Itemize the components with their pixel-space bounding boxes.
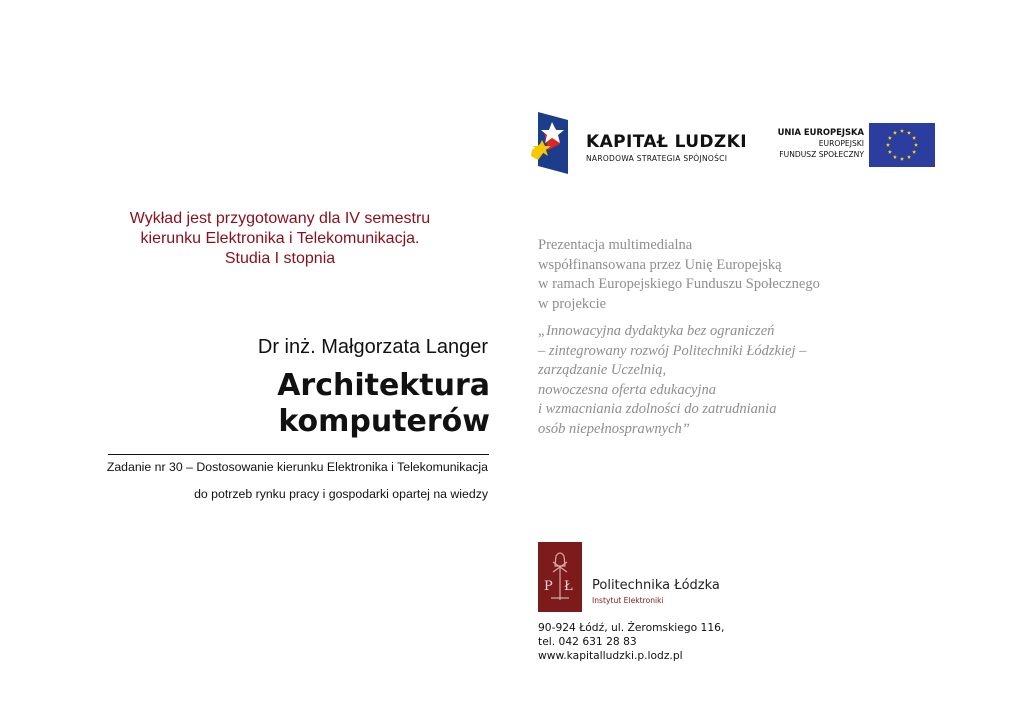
quote-line: osób niepełnosprawnych”	[538, 420, 690, 437]
quote-line: zarządzanie Uczelnią,	[538, 362, 667, 378]
kapital-ludzki-title: KAPITAŁ LUDZKI	[586, 132, 747, 152]
eu-line-3: FUNDUSZ SPOŁECZNY	[779, 150, 864, 159]
politechnika-emblem-icon	[538, 542, 582, 612]
contact-address: 90-924 Łódź, ul. Żeromskiego 116,	[538, 621, 725, 634]
funding-description	[538, 236, 868, 314]
project-name-quote	[538, 322, 868, 439]
eu-logo-text	[760, 127, 864, 160]
author-name: Dr inż. Małgorzata Langer	[257, 336, 488, 358]
eu-line-2: EUROPEJSKI	[818, 139, 864, 148]
institute-name: Instytut Elektroniki	[592, 596, 664, 605]
course-title-line-1: Architektura	[277, 368, 490, 403]
svg-text:Ł: Ł	[564, 579, 573, 594]
divider	[108, 454, 489, 455]
intro-line: Wykład jest przygotowany dla IV semestru	[129, 210, 431, 227]
eu-flag-icon	[869, 123, 935, 167]
quote-line: „Innowacyjna dydaktyka bez ograniczeń	[538, 323, 775, 339]
kapital-ludzki-logo	[530, 110, 747, 178]
politechnika-logo	[538, 542, 582, 612]
contact-website[interactable]: www.kapitalludzki.p.lodz.pl	[538, 649, 683, 662]
quote-line: – zintegrowany rozwój Politechniki Łódzkiej –	[538, 342, 807, 359]
contact-phone: tel. 042 631 28 83	[538, 635, 637, 648]
quote-line: i wzmacniania zdolności do zatrudniania	[538, 401, 777, 417]
task-line-2: do potrzeb rynku pracy i gospodarki opartej na wiedzy	[194, 487, 488, 501]
description-line: współfinansowana przez Unię Europejską	[538, 256, 782, 273]
description-line: w ramach Europejskiego Funduszu Społecznego	[538, 276, 820, 292]
kapital-ludzki-subtitle: NARODOWA STRATEGIA SPÓJNOŚCI	[586, 154, 728, 163]
kapital-ludzki-emblem-icon	[530, 110, 572, 176]
course-title	[150, 368, 490, 440]
svg-text:P: P	[544, 579, 553, 594]
description-line: w projekcie	[538, 295, 607, 312]
intro-line: kierunku Elektronika i Telekomunikacja.	[140, 230, 420, 247]
course-title-line-2: komputerów	[278, 404, 490, 439]
eu-line-1: UNIA EUROPEJSKA	[777, 127, 864, 137]
task-line-1: Zadanie nr 30 – Dostosowanie kierunku Elektronika i Telekomunikacja	[106, 460, 488, 474]
university-name: Politechnika Łódzka	[592, 578, 720, 593]
contact-info	[538, 621, 798, 663]
description-line: Prezentacja multimedialna	[538, 237, 693, 253]
quote-line: nowoczesna oferta edukacyjna	[538, 381, 716, 398]
lecture-intro	[80, 209, 480, 269]
intro-line: Studia I stopnia	[224, 250, 336, 267]
